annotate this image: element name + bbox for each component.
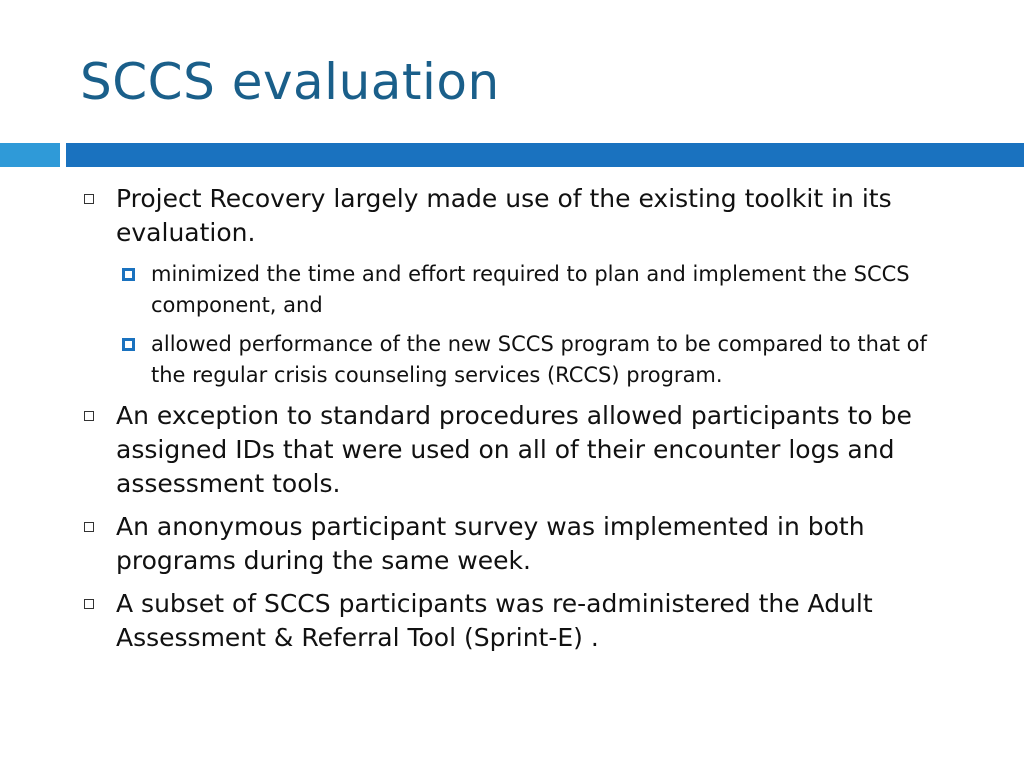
slide-title: SCCS evaluation — [80, 53, 500, 111]
bullet-text: Project Recovery largely made use of the existing toolkit in its evaluation. — [116, 184, 892, 247]
sub-bullet-item — [0, 329, 967, 391]
title-divider-right — [66, 143, 1024, 167]
filled-square-bullet-icon — [122, 338, 135, 351]
bullet-item — [0, 182, 962, 250]
bullet-text: An exception to standard procedures allowed participants to be assigned IDs that were used on all of their encounter logs and assessment tools. — [116, 401, 912, 498]
filled-square-bullet-icon — [122, 268, 135, 281]
hollow-square-bullet-icon — [84, 194, 94, 204]
hollow-square-bullet-icon — [84, 599, 94, 609]
bullet-text: A subset of SCCS participants was re-administered the Adult Assessment & Referral Tool (Sprint-E) . — [116, 589, 873, 652]
bullet-item — [0, 587, 962, 655]
hollow-square-bullet-icon — [84, 411, 94, 421]
title-divider-left — [0, 143, 60, 167]
sub-bullet-text: allowed performance of the new SCCS program to be compared to that of the regular crisis counseling services (RCCS) program. — [151, 332, 927, 387]
bullet-text: An anonymous participant survey was implemented in both programs during the same week. — [116, 512, 865, 575]
sub-bullet-item — [0, 259, 967, 321]
bullet-item — [0, 399, 962, 501]
hollow-square-bullet-icon — [84, 522, 94, 532]
slide-body — [0, 182, 1024, 664]
sub-bullet-text: minimized the time and effort required to plan and implement the SCCS component, and — [151, 262, 910, 317]
bullet-item — [0, 510, 962, 578]
